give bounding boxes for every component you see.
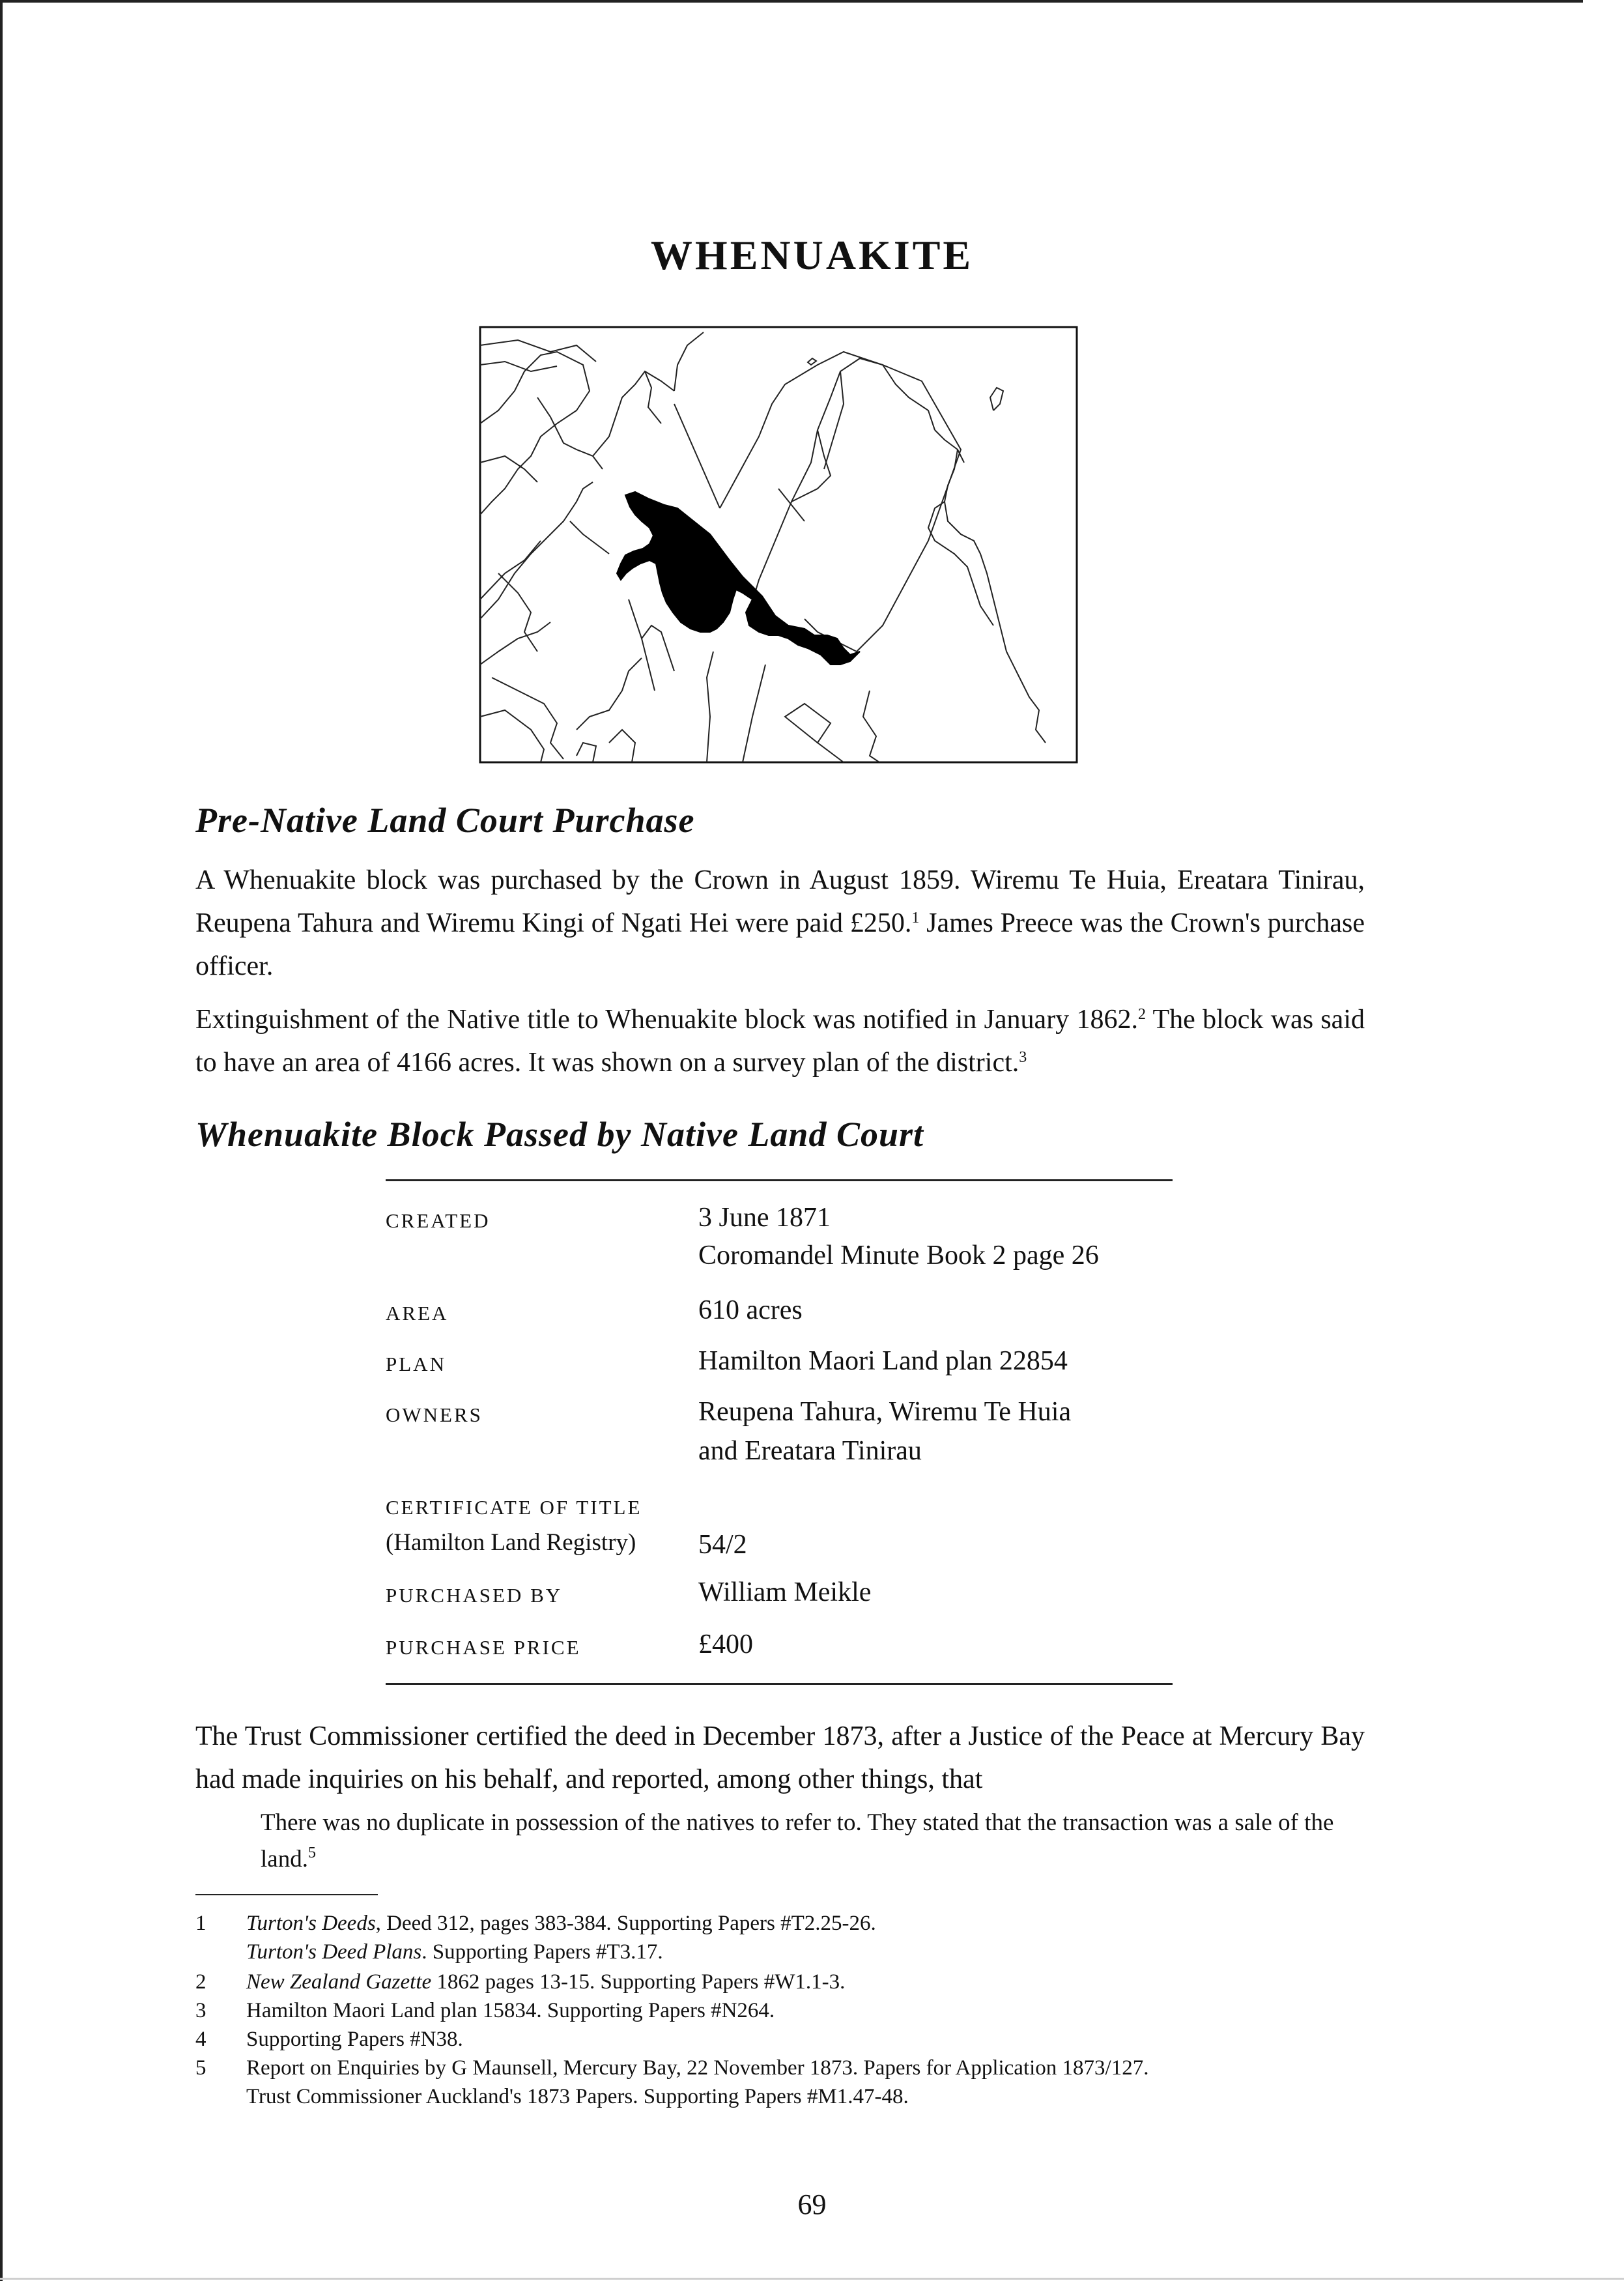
paragraph-crown-purchase-text-b: James Preece was the Crown's purchase officer. (195, 908, 1365, 981)
footnote-text: Hamilton Maori Land plan 15834. Supporting Papers #N264. (246, 1999, 775, 2022)
paragraph-extinguishment-text-b: The block was said to have an area of 4166 acres. It was shown on a survey plan of the district. (195, 1005, 1365, 1078)
footnote-plain: 1862 pages 13-15. Supporting Papers #W1.1-3. (431, 1970, 846, 1994)
plan-value: Hamilton Maori Land plan 22854 (698, 1346, 1068, 1376)
paragraph-trust-commissioner: The Trust Commissioner certified the deed in December 1873, after a Justice of the Peace at Mercury Bay had made inquiries on his behalf, and reported, among other things, that (195, 1721, 1365, 1794)
purchase-price-value: £400 (698, 1629, 753, 1659)
footnote-italic: Turton's Deed Plans (246, 1940, 422, 1964)
owners-value-line2: and Ereatara Tinirau (698, 1436, 922, 1466)
footnote-4 (195, 2025, 1368, 2054)
created-minute-book: Coromandel Minute Book 2 page 26 (698, 1241, 1099, 1270)
page-bottom-edge (0, 2278, 1624, 2280)
footnote-italic: New Zealand Gazette (246, 1970, 432, 1994)
page-left-border (0, 0, 3, 2281)
footnote-number: 2 (195, 1970, 207, 1994)
owners-value-line1: Reupena Tahura, Wiremu Te Huia (698, 1397, 1072, 1427)
footnote-number: 4 (195, 2028, 207, 2051)
area-value: 610 acres (698, 1295, 803, 1325)
block-quote (261, 1805, 1365, 1878)
paragraph-crown-purchase (195, 859, 1365, 988)
footnote-1 (195, 1909, 1368, 1968)
section-heading-pre-court: Pre-Native Land Court Purchase (195, 801, 695, 840)
owners-label: OWNERS (386, 1403, 483, 1426)
footnote-line: Trust Commissioner Auckland's 1873 Papers. Supporting Papers #M1.47-48. (246, 2085, 909, 2108)
footnote-plain: . Supporting Papers #T3.17. (421, 1940, 663, 1964)
footnote-ref-3: 3 (1019, 1049, 1027, 1066)
certificate-registry: (Hamilton Land Registry) (386, 1529, 636, 1556)
certificate-label: CERTIFICATE OF TITLE (386, 1496, 642, 1519)
footnote-line (246, 1909, 1367, 1938)
footnote-text (246, 1909, 1367, 1966)
footnote-line: Report on Enquiries by G Maunsell, Mercury Bay, 22 November 1873. Papers for Application 1873/127. (246, 2056, 1149, 2080)
footnote-line (246, 1938, 1367, 1966)
footnote-rule (195, 1894, 378, 1895)
page-top-border (0, 0, 1583, 3)
map-frame (480, 327, 1077, 762)
block-details-table (386, 1179, 1173, 1685)
footnote-text (246, 1968, 1367, 1996)
purchase-price-label: PURCHASE PRICE (386, 1636, 581, 1659)
created-label: CREATED (386, 1209, 491, 1232)
footnote-number: 3 (195, 1999, 207, 2022)
footnote-number: 5 (195, 2056, 207, 2080)
page-title: WHENUAKITE (650, 232, 974, 278)
paragraph-crown-purchase-text-a: A Whenuakite block was purchased by the Crown in August 1859. Wiremu Te Huia, Ereatara Tinirau, Reupena Tahura and Wiremu Kingi of Ngati Hei were paid £250. (195, 865, 1365, 938)
footnote-plain: , Deed 312, pages 383-384. Supporting Papers #T2.25-26. (375, 1912, 876, 1935)
footnote-3 (195, 1996, 1368, 2025)
paragraph-extinguishment (195, 998, 1365, 1084)
footnote-text: Supporting Papers #N38. (246, 2028, 463, 2051)
block-quote-text: There was no duplicate in possession of the natives to refer to. They stated that the transaction was a sale of the land. (261, 1809, 1334, 1872)
purchased-by-value: William Meikle (698, 1577, 872, 1607)
plan-label: PLAN (386, 1353, 446, 1375)
footnote-ref-2: 2 (1137, 1006, 1146, 1023)
certificate-value: 54/2 (698, 1530, 747, 1560)
block-location-map (479, 326, 1078, 764)
created-value: 3 June 1871 (698, 1203, 831, 1233)
footnote-5 (195, 2054, 1368, 2112)
section-heading-land-court: Whenuakite Block Passed by Native Land Court (195, 1115, 924, 1154)
area-label: AREA (386, 1302, 449, 1325)
footnote-text (246, 2054, 1367, 2111)
footnote-ref-1: 1 (911, 910, 920, 926)
purchased-by-label: PURCHASED BY (386, 1584, 563, 1607)
footnote-number: 1 (195, 1912, 207, 1935)
page-number: 69 (797, 2188, 827, 2220)
footnote-ref-5: 5 (307, 1844, 316, 1861)
footnote-2 (195, 1968, 1368, 1996)
footnote-italic: Turton's Deeds (246, 1912, 376, 1935)
paragraph-extinguishment-text-a: Extinguishment of the Native title to Whenuakite block was notified in January 1862. (195, 1005, 1138, 1035)
